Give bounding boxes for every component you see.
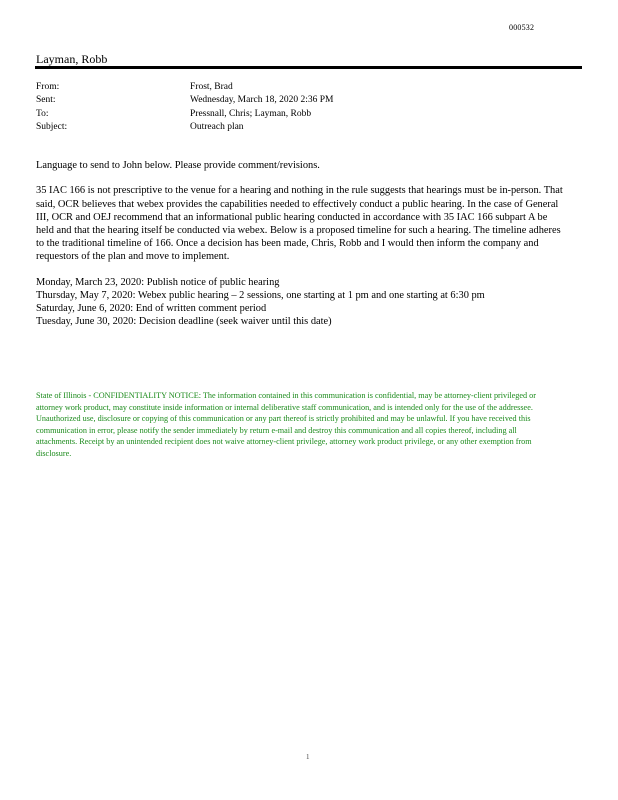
subject-row <box>36 121 333 134</box>
from-value: Frost, Brad <box>190 82 233 92</box>
sent-label: Sent: <box>36 95 56 106</box>
email-body <box>36 159 564 329</box>
subject-label: Subject: <box>36 121 68 132</box>
from-label: From: <box>36 82 60 92</box>
sent-row <box>36 94 333 107</box>
intro-line: Language to send to John below. Please provide comment/revisions. <box>36 160 320 171</box>
subject-value: Outreach plan <box>190 121 244 132</box>
from-row <box>36 81 333 94</box>
timeline-list <box>36 276 564 329</box>
sent-value: Wednesday, March 18, 2020 2:36 PM <box>190 95 334 106</box>
to-label: To: <box>36 108 49 119</box>
timeline-item: Saturday, June 6, 2020: End of written comment period <box>36 303 267 315</box>
timeline-item: Tuesday, June 30, 2020: Decision deadline (seek waiver until this date) <box>36 316 332 328</box>
to-value: Pressnall, Chris; Layman, Robb <box>190 108 312 119</box>
timeline-item: Monday, March 23, 2020: Publish notice of public hearing <box>36 276 280 288</box>
email-header <box>36 81 333 134</box>
to-row <box>36 108 333 121</box>
header-rule <box>35 66 582 69</box>
mailbox-owner: Layman, Robb <box>36 52 108 66</box>
confidentiality-notice: State of Illinois - CONFIDENTIALITY NOTICE: The information contained in this communication is confidential, may be attorney-client privileged or attorney work product, may constitute inside information or internal deliberative staff communication, and is intended only for the use of the addressee. Unauthorized use, disclosure or copying of this communication or any part thereof is strictly prohibited and may be unlawful. If you have received this communication in error, please notify the sender immediately by return e-mail and destroy this communication and all copies thereof, including all attachments. Receipt by an unintended recipient does not waive attorney-client privilege, attorney work product privilege, or any other exemption from disclosure. <box>36 391 537 458</box>
body-paragraph: 35 IAC 166 is not prescriptive to the venue for a hearing and nothing in the rule suggests that hearings must be in-person. That said, OCR believes that webex provides the capabilities needed to effectively conduct a public hearing. In the case of General III, OCR and OEJ recommend that an informational public hearing conducted in accordance with 35 IAC 166 subpart A be held and that the hearing itself be conducted via webex. Below is a proposed timeline for such a hearing. The timeline adheres to the traditional timeline of 166. Once a decision has been made, Chris, Robb and I would then inform the company and requestors of the plan and move to implement. <box>36 185 563 263</box>
bates-number: 000532 <box>509 23 535 32</box>
page-number: 1 <box>306 753 310 761</box>
timeline-item: Thursday, May 7, 2020: Webex public hearing – 2 sessions, one starting at 1 pm and one starting at 6:30 pm <box>36 290 485 301</box>
